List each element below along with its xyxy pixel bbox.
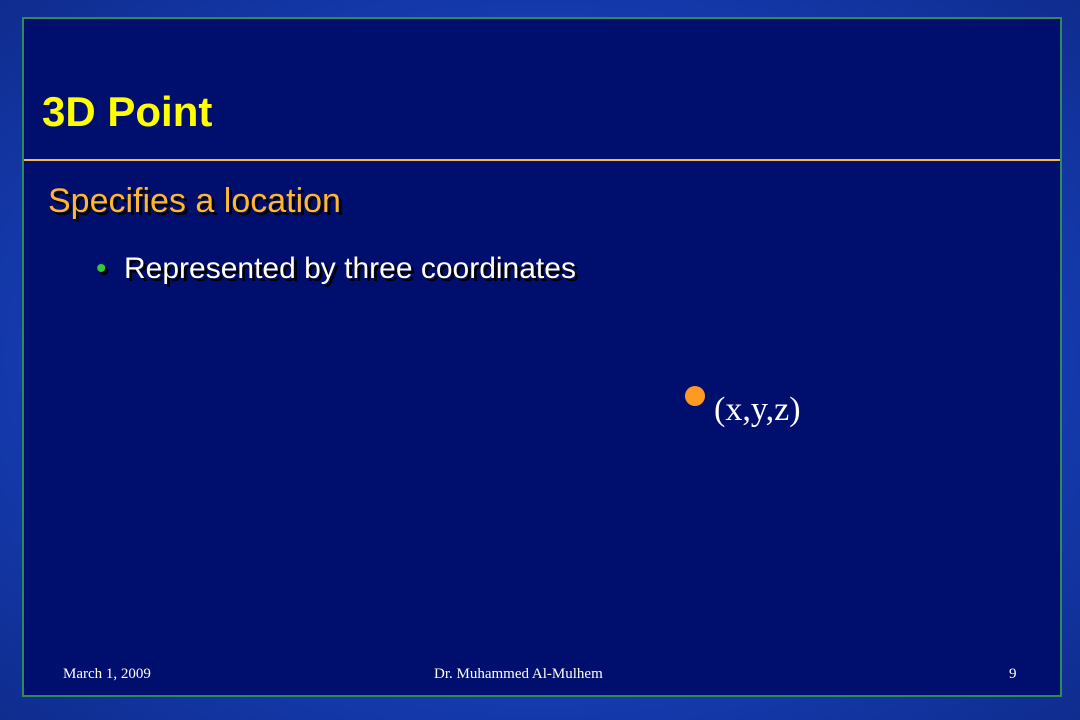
bullet-item [96, 254, 576, 284]
title-divider [24, 159, 1060, 161]
point-coordinates-label: (x,y,z) [714, 391, 801, 428]
slide-panel [22, 17, 1062, 697]
bullet-text: Represented by three coordinates [124, 252, 576, 285]
footer-page-number: 9 [1009, 666, 1017, 682]
footer-date: March 1, 2009 [63, 666, 151, 682]
point-dot-icon [685, 386, 705, 406]
slide-heading: Specifies a location [48, 182, 341, 220]
bullet-icon: • [96, 252, 107, 285]
slide-title: 3D Point [42, 88, 213, 135]
footer-author: Dr. Muhammed Al-Mulhem [434, 666, 603, 682]
